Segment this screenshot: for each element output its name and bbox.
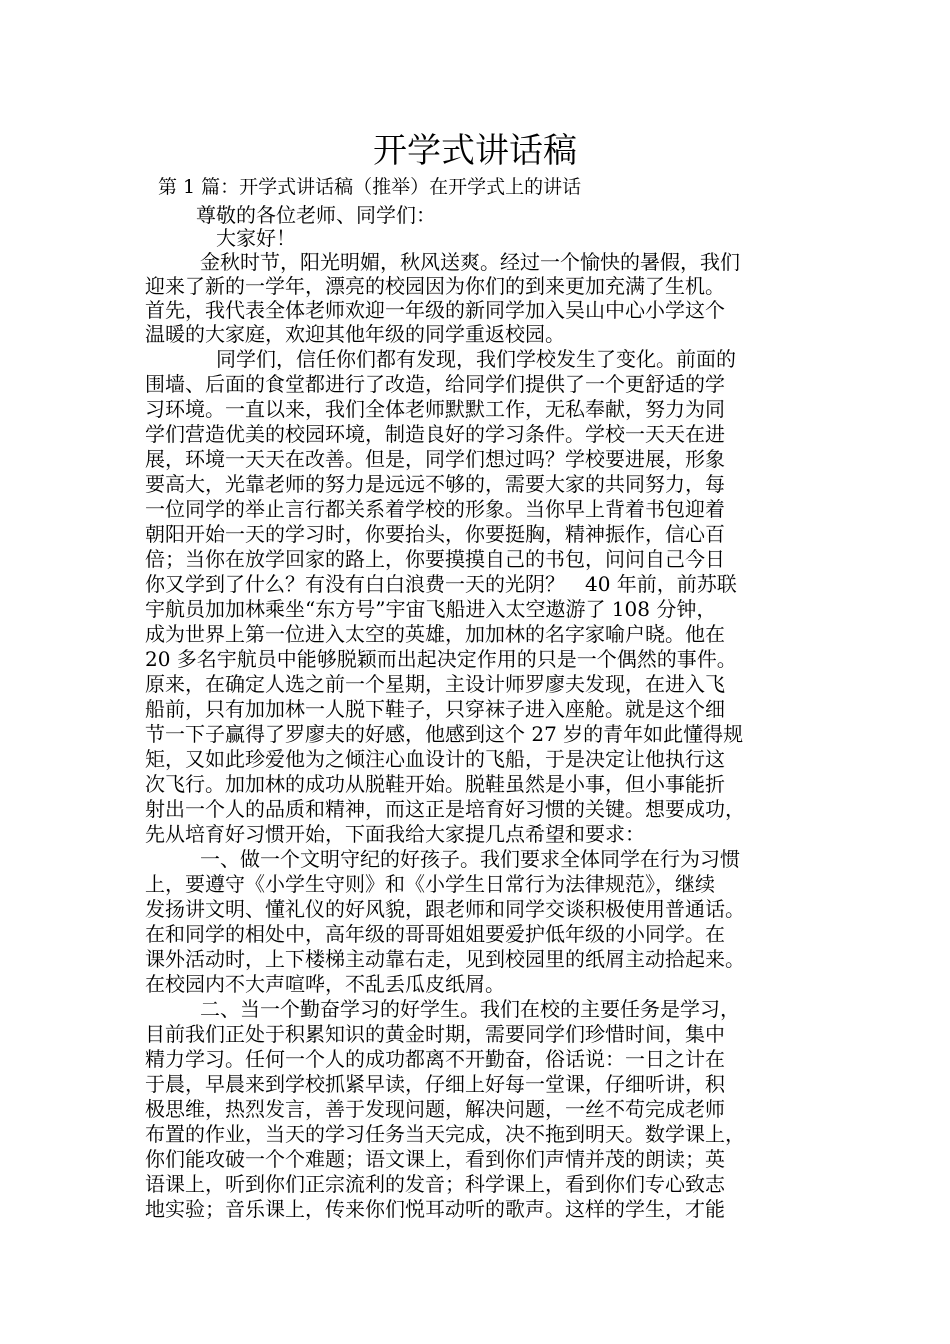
paragraph-line: 原来，在确定人选之前一个星期，主设计师罗廖夫发现，在进入飞 — [145, 672, 725, 696]
paragraph-line: 温暖的大家庭，欢迎其他年级的同学重返校园。 — [145, 322, 565, 346]
paragraph-line: 上，要遵守《小学生守则》和《小学生日常行为法律规范》，继续 — [145, 872, 715, 896]
paragraph-line: 船前，只有加加林一人脱下鞋子，只穿袜子进入座舱。就是这个细 — [145, 697, 725, 721]
paragraph-line: 在和同学的相处中，高年级的哥哥姐姐要爱护低年级的小同学。在 — [145, 922, 725, 946]
paragraph-line: 先从培育好习惯开始，下面我给大家提几点希望和要求： — [145, 822, 645, 846]
paragraph-line: 金秋时节，阳光明媚，秋风送爽。经过一个愉快的暑假，我们 — [200, 250, 740, 274]
salutation-line: 尊敬的各位老师、同学们： — [196, 203, 436, 227]
paragraph-line: 成为世界上第一位进入太空的英雄，加加林的名字家喻户晓。他在 — [145, 622, 725, 646]
paragraph-line: 要高大，光靠老师的努力是远远不够的，需要大家的共同努力，每 — [145, 472, 725, 496]
paragraph-line: 朝阳开始一天的学习时，你要抬头，你要挺胸，精神振作，信心百 — [145, 522, 725, 546]
paragraph-line: 习环境。一直以来，我们全体老师默默工作，无私奉献，努力为同 — [145, 397, 725, 421]
paragraph-line: 矩，又如此珍爱他为之倾注心血设计的飞船，于是决定让他执行这 — [145, 747, 725, 771]
paragraph-line: 极思维，热烈发言，善于发现问题，解决问题，一丝不苟完成老师 — [145, 1097, 725, 1121]
paragraph-line: 精力学习。任何一个人的成功都离不开勤奋，俗话说：一日之计在 — [145, 1047, 725, 1071]
paragraph-line: 同学们，信任你们都有发现，我们学校发生了变化。前面的 — [216, 347, 736, 371]
paragraph-line: 展，环境一天天在改善。但是，同学们想过吗？学校要进展，形象 — [145, 447, 725, 471]
paragraph-line: 首先，我代表全体老师欢迎一年级的新同学加入吴山中心小学这个 — [145, 298, 725, 322]
paragraph-line: 地实验；音乐课上，传来你们悦耳动听的歌声。这样的学生，才能 — [145, 1197, 725, 1221]
paragraph-line: 语课上，听到你们正宗流利的发音；科学课上，看到你们专心致志 — [145, 1172, 725, 1196]
paragraph-line: 于晨，早晨来到学校抓紧早读，仔细上好每一堂课，仔细听讲，积 — [145, 1072, 725, 1096]
paragraph-line: 围墙、后面的食堂都进行了改造，给同学们提供了一个更舒适的学 — [145, 372, 725, 396]
paragraph-line: 发扬讲文明、懂礼仪的好风貌，跟老师和同学交谈积极使用普通话。 — [145, 897, 745, 921]
paragraph-line: 课外活动时，上下楼梯主动靠右走，见到校园里的纸屑主动拾起来。 — [145, 947, 745, 971]
paragraph-line: 二、当一个勤奋学习的好学生。我们在校的主要任务是学习， — [200, 997, 740, 1021]
paragraph-line: 学们营造优美的校园环境，制造良好的学习条件。学校一天天在进 — [145, 422, 725, 446]
paragraph-line: 次飞行。加加林的成功从脱鞋开始。脱鞋虽然是小事，但小事能折 — [145, 772, 725, 796]
greeting-line: 大家好！ — [216, 226, 296, 250]
document-title: 开学式讲话稿 — [373, 131, 577, 171]
paragraph-line: 宇航员加加林乘坐“东方号”宇宙飞船进入太空遨游了 108 分钟， — [145, 597, 717, 621]
paragraph-line: 节一下子赢得了罗廖夫的好感，他感到这个 27 岁的青年如此懂得规 — [145, 722, 744, 746]
paragraph-line: 布置的作业，当天的学习任务当天完成，决不拖到明天。数学课上， — [145, 1122, 745, 1146]
paragraph-line: 在校园内不大声喧哗，不乱丢瓜皮纸屑。 — [145, 972, 505, 996]
paragraph-line: 倍；当你在放学回家的路上，你要摸摸自己的书包，问问自己今日 — [145, 547, 725, 571]
paragraph-line: 你又学到了什么？有没有白白浪费一天的光阴？ 40 年前，前苏联 — [145, 572, 737, 596]
section-heading: 第 1 篇：开学式讲话稿（推举）在开学式上的讲话 — [158, 176, 582, 198]
paragraph-line: 一、做一个文明守纪的好孩子。我们要求全体同学在行为习惯 — [200, 847, 740, 871]
paragraph-line: 20 多名宇航员中能够脱颖而出起决定作用的只是一个偶然的事件。 — [145, 647, 737, 671]
paragraph-line: 你们能攻破一个个难题；语文课上，看到你们声情并茂的朗读；英 — [145, 1147, 725, 1171]
paragraph-line: 一位同学的举止言行都关系着学校的形象。当你早上背着书包迎着 — [145, 497, 725, 521]
paragraph-line: 射出一个人的品质和精神，而这正是培育好习惯的关键。想要成功， — [145, 797, 745, 821]
paragraph-line: 迎来了新的一学年，漂亮的校园因为你们的到来更加充满了生机。 — [145, 274, 725, 298]
paragraph-line: 目前我们正处于积累知识的黄金时期，需要同学们珍惜时间，集中 — [145, 1022, 725, 1046]
